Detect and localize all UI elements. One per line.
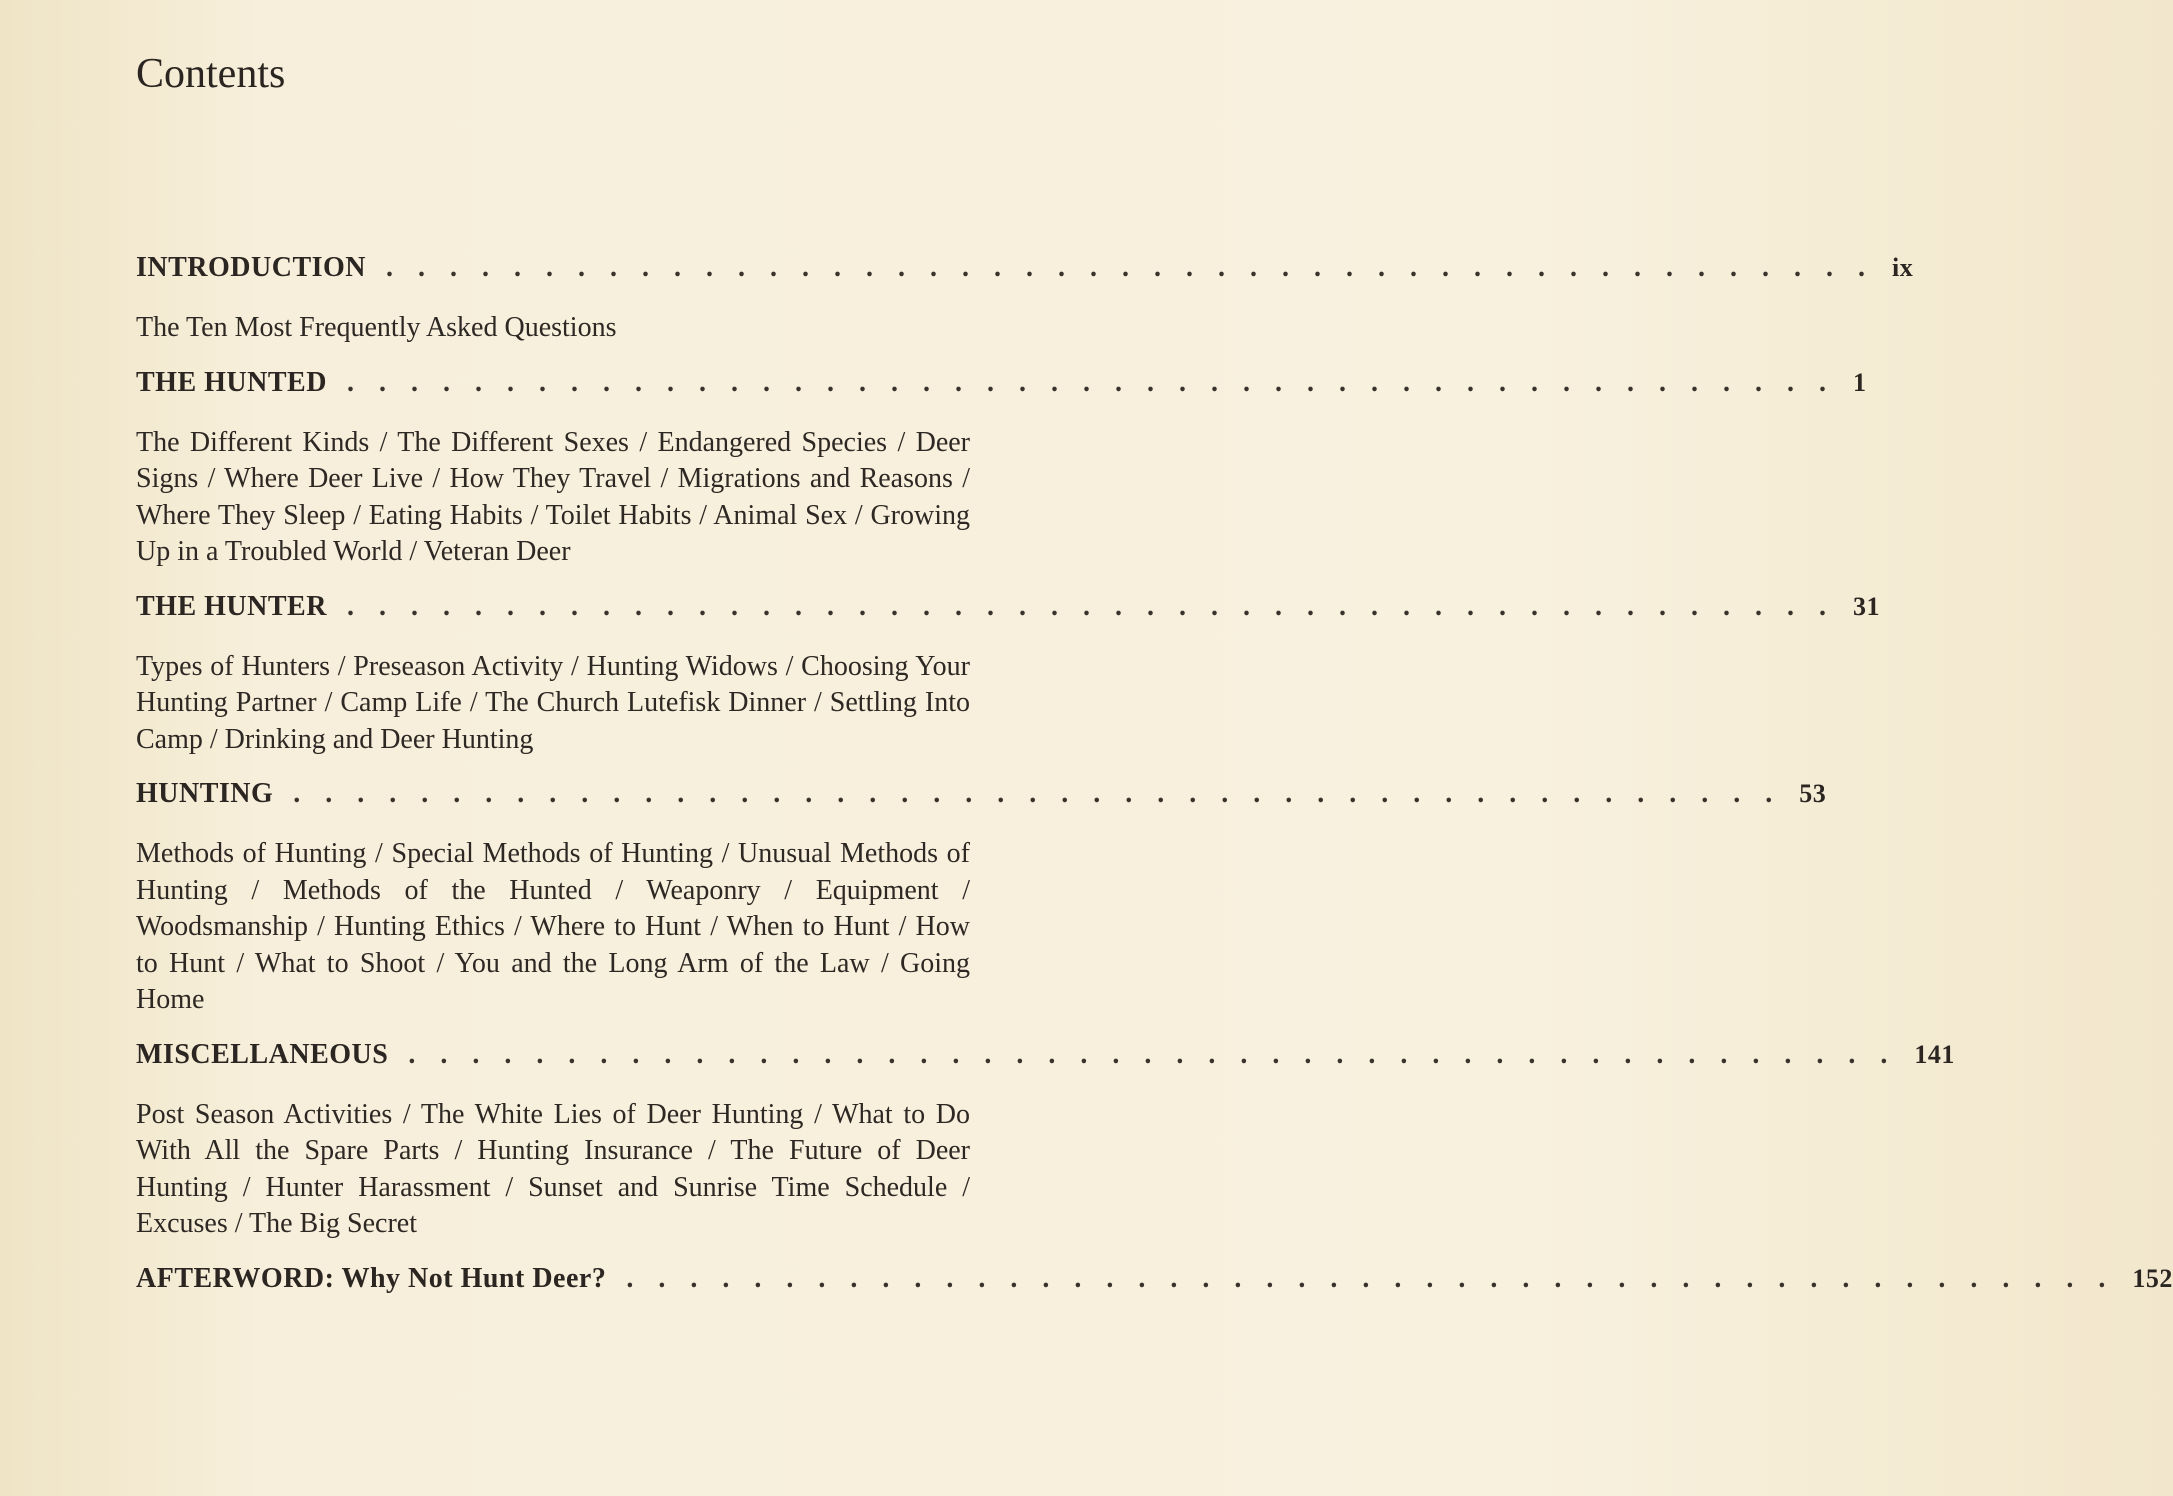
toc-heading: THE HUNTER [136, 590, 327, 622]
leader-dots: . . . . . . . . . . . . . . . . . . . . . . . . . . . . . . . . . . . . . . . . . . . . . . . [346, 366, 1835, 398]
toc-heading: THE HUNTED [136, 366, 327, 398]
toc-page-number: 31 [1852, 591, 1880, 621]
toc-topics: Methods of Hunting / Special Methods of Hunting / Unusual Methods of Hunting / Methods of the Hunted / Weaponry / Equipment / Woodsmanship / Hunting Ethics / Where to Hunt / When to Hunt / How to Hunt / What to Shoot / You and the Long Arm of the Law / Going Home [136, 838, 970, 1015]
toc-topics: Post Season Activities / The White Lies of Deer Hunting / What to Do With All the Spare Parts / Hunting Insurance / The Future of Deer Hunting / Hunter Harassment / Sunset and Sunrise Time Schedule / Excuses / The Big Secret [136, 1098, 970, 1239]
leader-dots: . . . . . . . . . . . . . . . . . . . . . . . . . . . . . . . . . . . . . . . . . . . . . . . [408, 1038, 1897, 1070]
toc-topics: The Different Kinds / The Different Sexes / Endangered Species / Deer Signs / Where Deer Live / How They Travel / Migrations and Reasons / Where They Sleep / Eating Habits / Toilet Habits / Animal Sex / Growing Up in a Troubled World / Veteran Deer [136, 426, 970, 567]
toc-entry-the-hunter[interactable] [136, 590, 1880, 635]
toc-entry-miscellaneous[interactable] [136, 1038, 1955, 1083]
table-of-contents [136, 252, 2173, 1307]
toc-page-number: ix [1892, 253, 1914, 282]
toc-heading: AFTERWORD: Why Not Hunt Deer? [136, 1262, 607, 1294]
page-title: Contents [136, 51, 286, 97]
toc-topics: Types of Hunters / Preseason Activity / Hunting Widows / Choosing Your Hunting Partner / Camp Life / The Church Lutefisk Dinner / Settling Into Camp / Drinking and Deer Hunting [136, 650, 970, 755]
toc-topics: The Ten Most Frequently Asked Questions [136, 312, 617, 343]
toc-entry-afterword[interactable] [136, 1262, 2173, 1307]
toc-heading: HUNTING [136, 778, 274, 809]
toc-page-number: 152 [2132, 1263, 2173, 1293]
toc-entry-the-hunted[interactable] [136, 366, 1867, 411]
toc-page-number: 53 [1799, 779, 1827, 808]
leader-dots: . . . . . . . . . . . . . . . . . . . . . . . . . . . . . . . . . . . . . . . . . . . . . . . [626, 1262, 2115, 1294]
leader-dots: . . . . . . . . . . . . . . . . . . . . . . . . . . . . . . . . . . . . . . . . . . . . . . . [293, 778, 1782, 809]
toc-heading: MISCELLANEOUS [136, 1038, 389, 1070]
leader-dots: . . . . . . . . . . . . . . . . . . . . . . . . . . . . . . . . . . . . . . . . . . . . . . . [386, 252, 1875, 283]
toc-entry-introduction[interactable] [136, 252, 1914, 296]
leader-dots: . . . . . . . . . . . . . . . . . . . . . . . . . . . . . . . . . . . . . . . . . . . . . . . [346, 590, 1835, 622]
toc-heading: INTRODUCTION [136, 252, 367, 283]
toc-page-number: 141 [1914, 1039, 1955, 1069]
toc-entry-hunting[interactable] [136, 778, 1827, 822]
toc-page-number: 1 [1852, 367, 1867, 397]
